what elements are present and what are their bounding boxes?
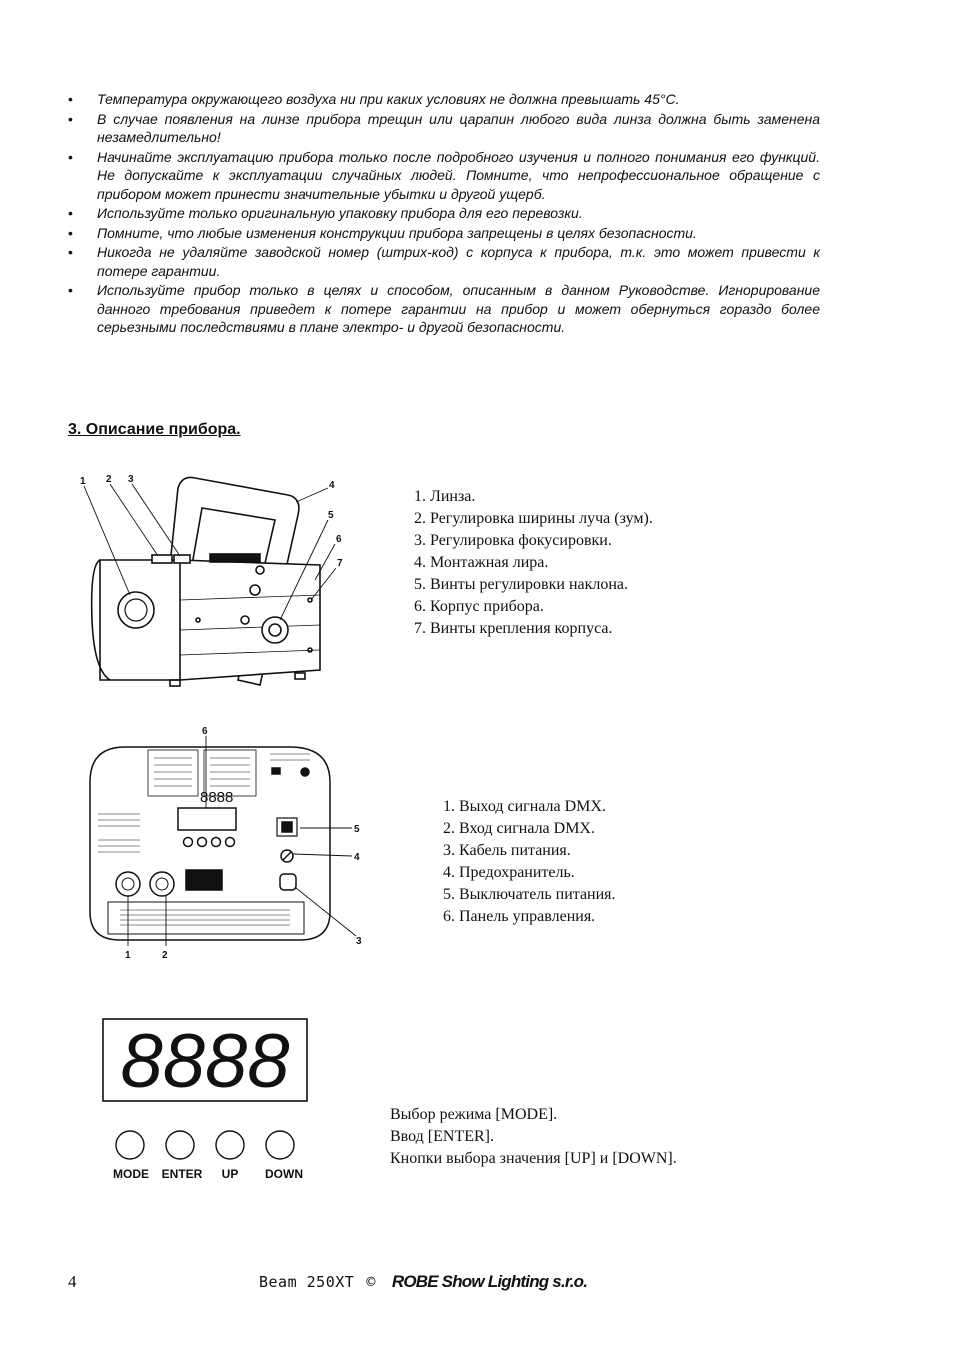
bullet-item: • В случае появления на линзе прибора трещин или царапин любого вида линза должна быть заменена незамедлительно! <box>68 110 820 145</box>
legend-item: 3. Кабель питания. <box>443 842 571 859</box>
rear-panel-figure <box>80 722 380 967</box>
bullet-item: • Помните, что любые изменения конструкции прибора запрещены в целях безопасности. <box>68 224 697 241</box>
callout-3: 3 <box>128 474 134 485</box>
legend-item: Кнопки выбора значения [UP] и [DOWN]. <box>390 1150 677 1167</box>
callout-6: 6 <box>336 534 342 545</box>
fixture-parts-legend <box>414 486 653 640</box>
legend-item: 4. Монтажная лира. <box>414 554 549 571</box>
legend-item: 1. Линза. <box>414 488 476 505</box>
button-label-up: UP <box>221 1167 239 1181</box>
callout-1: 1 <box>125 950 131 961</box>
legend-item: 4. Предохранитель. <box>443 864 575 881</box>
bullet-text: В случае появления на линзе прибора трещин или царапин любого вида линза должна быть заменена незамедлительно! <box>97 110 820 145</box>
callout-1: 1 <box>80 476 86 487</box>
bullet-item: • Температура окружающего воздуха ни при каких условиях не должна превышать 45°C. <box>68 91 680 107</box>
callout-2: 2 <box>106 474 112 485</box>
legend-item: 3. Регулировка фокусировки. <box>414 532 612 549</box>
bullet-text: Помните, что любые изменения конструкции прибора запрещены в целях безопасности. <box>97 224 697 241</box>
enter-button-icon <box>166 1131 194 1159</box>
callout-6: 6 <box>202 726 208 737</box>
callout-4: 4 <box>354 852 360 863</box>
legend-item: 2. Вход сигнала DMX. <box>443 820 595 837</box>
callout-2: 2 <box>162 950 168 961</box>
callout-4: 4 <box>329 480 335 491</box>
bullet-item: • Начинайте эксплуатацию прибора только после подробного изучения и полного понимания его функций. Не допускайте к эксплуатации случайных людей. Помните, что непрофессиональное обращение с прибором может принести значительные убытки и другой ущерб. <box>68 148 820 202</box>
legend-item: Ввод [ENTER]. <box>390 1128 494 1145</box>
bullet-item: • Используйте прибор только в целях и способом, описанным в данном Руководстве. Игнорирование данного требования приведет к потере гарантии на прибор и может обернуться гораздо более серьезными последствиями в плане электро- и другой безопасности. <box>68 282 820 335</box>
button-label-enter: ENTER <box>161 1167 203 1181</box>
bullet-text: Начинайте эксплуатацию прибора только после подробного изучения и полного понимания его функций. Не допускайте к эксплуатации случайных людей. Помните, что непрофессиональное обращение с прибором может принести значительные убытки и другой ущерб. <box>97 148 820 202</box>
button-label-down: DOWN <box>265 1167 303 1181</box>
panel-display-digits: 8888 <box>200 789 234 806</box>
legend-item: 6. Корпус прибора. <box>414 598 544 615</box>
button-label-mode: MODE <box>113 1167 149 1181</box>
bullet-item: • Никогда не удаляйте заводской номер (штрих-код) с корпуса к прибора, т.к. это может привести к потере гарантии. <box>68 244 820 279</box>
control-panel-figure <box>100 1015 315 1185</box>
footer-copyright: © <box>366 1273 376 1291</box>
safety-bullet-list <box>68 90 820 338</box>
fixture-side-view-figure <box>70 470 370 695</box>
bullet-text: Используйте только оригинальную упаковку прибора для его перевозки. <box>97 205 583 221</box>
footer <box>259 1272 587 1292</box>
bullet-text: Никогда не удаляйте заводской номер (штрих-код) с корпуса к прибора, т.к. это может привести к потере гарантии. <box>97 244 820 279</box>
up-button-icon <box>216 1131 244 1159</box>
mode-button-icon <box>116 1131 144 1159</box>
legend-item: 1. Выход сигнала DMX. <box>443 798 606 815</box>
footer-model: Beam 250XT <box>259 1273 355 1291</box>
legend-item: Выбор режима [MODE]. <box>390 1106 558 1123</box>
callout-7: 7 <box>337 558 343 569</box>
section-title: 3. Описание прибора. <box>68 421 241 438</box>
bullet-text: Температура окружающего воздуха ни при каких условиях не должна превышать 45°C. <box>97 91 680 107</box>
callout-5: 5 <box>328 510 334 521</box>
callout-5: 5 <box>354 824 360 835</box>
legend-item: 6. Панель управления. <box>443 908 596 925</box>
page-number: 4 <box>68 1272 77 1291</box>
legend-item: 2. Регулировка ширины луча (зум). <box>414 510 653 527</box>
legend-item: 7. Винты крепления корпуса. <box>414 620 613 637</box>
callout-3: 3 <box>356 936 362 947</box>
footer-company: ROBE Show Lighting s.r.o. <box>391 1272 588 1291</box>
legend-item: 5. Винты регулировки наклона. <box>414 576 629 593</box>
down-button-icon <box>266 1131 294 1159</box>
bullet-item: • Используйте только оригинальную упаковку прибора для его перевозки. <box>68 205 583 221</box>
legend-item: 5. Выключатель питания. <box>443 886 616 903</box>
bullet-text: Используйте прибор только в целях и способом, описанным в данном Руководстве. Игнорирование данного требования приведет к потере гарантии на прибор и может обернуться гораздо более серьезными последствиями в плане электро- и другой безопасности. <box>97 282 820 335</box>
control-panel-legend <box>390 1104 677 1170</box>
seven-segment-display: 8888 <box>120 1019 290 1104</box>
rear-panel-legend <box>443 796 616 928</box>
